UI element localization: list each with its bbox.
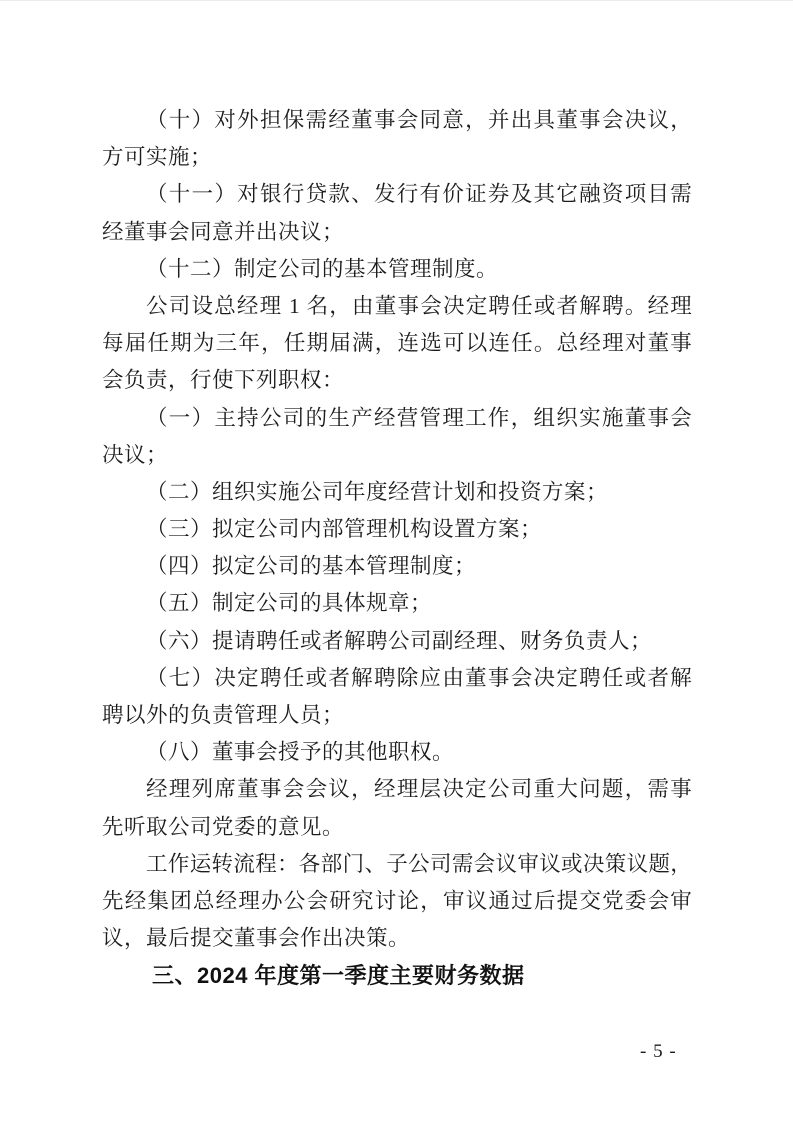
doc-line: 工作运转流程：各部门、子公司需会议审议或决策议题，: [146, 851, 692, 876]
doc-line: （十一）对银行贷款、发行有价证券及其它融资项目需: [146, 182, 692, 207]
document-body: [102, 102, 692, 995]
doc-line: （五）制定公司的具体规章；: [146, 591, 433, 616]
doc-line: 公司设总经理 1 名，由董事会决定聘任或者解聘。经理: [146, 293, 692, 318]
doc-line: （四）拟定公司的基本管理制度；: [146, 554, 477, 579]
doc-line: （六）提请聘任或者解聘公司副经理、财务负责人；: [146, 628, 653, 653]
doc-line: 先听取公司党委的意见。: [102, 814, 345, 839]
doc-line: 决议；: [102, 442, 169, 467]
doc-line: （七）决定聘任或者解聘除应由董事会决定聘任或者解: [146, 665, 692, 690]
doc-line: 议，最后提交董事会作出决策。: [102, 926, 411, 951]
doc-line: （十）对外担保需经董事会同意，并出具董事会决议，: [146, 108, 692, 132]
doc-line: （一）主持公司的生产经营管理工作，组织实施董事会: [146, 405, 692, 430]
doc-line: 聘以外的负责管理人员；: [102, 703, 345, 727]
doc-line: 经理列席董事会会议，经理层决定公司重大问题，需事: [146, 777, 692, 802]
doc-line: （八）董事会授予的其他职权。: [146, 740, 455, 765]
page-number: - 5 -: [640, 1041, 677, 1062]
doc-line: 会负责，行使下列职权：: [102, 368, 345, 393]
doc-line: 每届任期为三年，任期届满，连选可以连任。总经理对董事: [102, 331, 692, 356]
section-heading: 三、2024 年度第一季度主要财务数据: [152, 963, 525, 989]
doc-line: 先经集团总经理办公会研究讨论，审议通过后提交党委会审: [102, 888, 692, 913]
doc-line: （二）组织实施公司年度经营计划和投资方案；: [146, 479, 609, 504]
doc-line: 方可实施；: [102, 145, 213, 170]
doc-line: 经董事会同意并出决议；: [102, 219, 345, 244]
doc-line: （三）拟定公司内部管理机构设置方案；: [146, 517, 543, 542]
doc-line: （十二）制定公司的基本管理制度。: [146, 256, 499, 281]
